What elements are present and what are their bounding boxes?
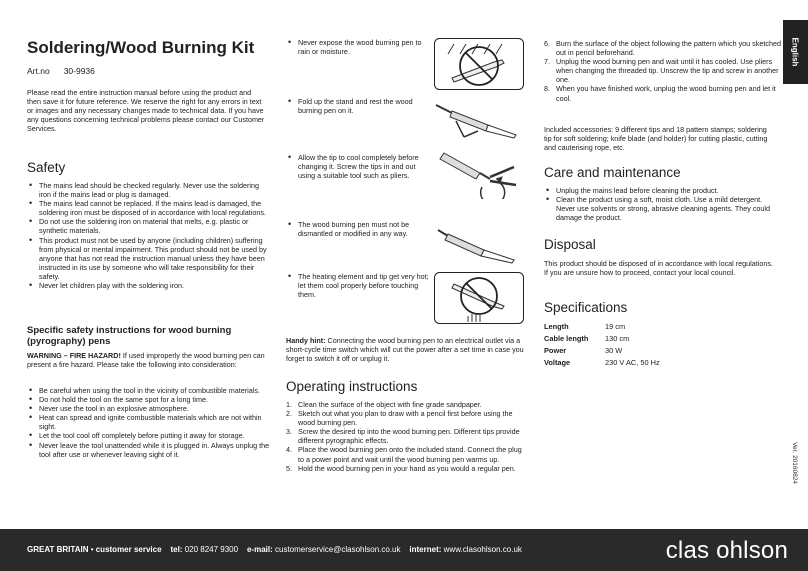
pliers-tip-icon [434, 147, 524, 199]
spec-row: Power 30 W [544, 346, 623, 355]
spec-row: Length 19 cm [544, 322, 626, 331]
list-item: • Be careful when using the tool in the vicinity of combustible materials. [39, 386, 271, 395]
version-label: Ver. 20160824 [791, 442, 798, 484]
list-item: • Heat can spread and ignite combustible materials which are not within sight. [39, 413, 271, 431]
list-item: • Allow the tip to cool completely before changing it. Screw the tips in and out using a suitable tool such as pliers. [298, 153, 433, 180]
disposal-heading: Disposal [544, 237, 596, 252]
list-item: • The wood burning pen must not be dismantled or modified in any way. [298, 220, 433, 238]
specific-safety-list [27, 386, 271, 459]
specific-safety-heading: Specific safety instructions for wood burning (pyrography) pens [27, 325, 232, 347]
no-touch-hot-icon [434, 272, 524, 324]
list-item: • Fold up the stand and rest the wood burning pen on it. [298, 97, 433, 115]
list-item: • This product must not be used by anyone (including children) suffering from physical or mental impairment. This product should not be used by anyone that has not read the instruction manual unless they have been instructed in its use by someone who will take responsibility for their safety. [39, 236, 271, 281]
list-item: • The mains lead cannot be replaced. If the mains lead is damaged, the soldering iron must be disposed of in accordance with local regulations. [39, 199, 271, 217]
website-link[interactable]: www.clasohlson.co.uk [443, 545, 522, 554]
list-item: 3. Screw the desired tip into the wood burning pen. Different tips provide different pyrographic effects. [286, 427, 520, 446]
list-item: • Do not hold the tool on the same spot for a long time. [39, 395, 271, 404]
safety-list [27, 181, 271, 290]
list-item: 2. Sketch out what you plan to draw with a pencil first before using the wood burning pen. [286, 409, 513, 428]
list-item: 1. Clean the surface of the object with fine grade sandpaper. [286, 400, 482, 409]
list-item: • Never expose the wood burning pen to rain or moisture. [298, 38, 433, 56]
operating-steps-continued [544, 39, 782, 103]
list-item: 7. Unplug the wood burning pen and wait until it has cooled. Use pliers when changing the threaded tip. Unscrew the tip and screw in another one. [544, 57, 779, 85]
list-item: • Never let children play with the soldering iron. [39, 281, 271, 290]
list-item: • Never use the tool in an explosive atmosphere. [39, 404, 271, 413]
care-heading: Care and maintenance [544, 165, 681, 180]
specifications-table [544, 322, 744, 370]
language-tab: English [783, 20, 808, 84]
list-item: • The mains lead should be checked regularly. Never use the soldering iron if the mains lead or plug is damaged. [39, 181, 271, 199]
list-item: 6. Burn the surface of the object following the pattern which you sketched out in pencil beforehand. [544, 39, 781, 58]
brand-logo: clas ohlson [665, 537, 788, 564]
list-item: • Do not use the soldering iron on material that melts, e.g. plastic or synthetic materials. [39, 217, 271, 235]
specifications-heading: Specifications [544, 300, 628, 315]
list-item: • Clean the product using a soft, moist cloth. Use a mild detergent. Never use solvents or strong, abrasive cleaning agents. They could damage the product. [556, 195, 778, 222]
footer-bar [0, 529, 808, 571]
article-number: Art.no 30-9936 [27, 66, 95, 76]
safety-heading: Safety [27, 160, 66, 175]
fire-warning: WARNING – FIRE HAZARD! If used improperly the wood burning pen can present a fire hazard. Please take the following into consideration: [27, 351, 265, 370]
care-list [544, 186, 778, 222]
spec-row: Voltage 230 V AC, 50 Hz [544, 358, 660, 367]
handy-hint: Handy hint: Connecting the wood burning pen to an electrical outlet via a short-cycle time switch which will cut the power after a set time in case you forget to switch it off or unplug it. [286, 336, 524, 364]
list-item: 5. Hold the wood burning pen in your hand as you would a regular pen. [286, 463, 516, 473]
pen-icon [434, 216, 524, 268]
list-item: • Never leave the tool unattended while it is plugged in. Always unplug the tool after use or whenever leaving sight of it. [39, 441, 271, 459]
pen-on-stand-icon [434, 93, 524, 145]
footer-contact: GREAT BRITAIN • customer service tel: 020 8247 9300 e-mail: customerservice@clasohlson.co.uk internet: www.clasohlson.co.uk [27, 545, 522, 554]
list-item: • Unplug the mains lead before cleaning the product. [556, 186, 778, 195]
list-item: • Let the tool cool off completely before putting it away for storage. [39, 431, 271, 440]
list-item: 4. Place the wood burning pen onto the included stand. Connect the plug to a power point and wait until the wood burning pen warms up. [286, 445, 522, 464]
operating-heading: Operating instructions [286, 379, 418, 394]
list-item: • The heating element and tip get very hot; let them cool properly before touching them. [298, 272, 433, 299]
spec-row: Cable length 130 cm [544, 334, 630, 343]
hint-row [286, 220, 524, 238]
no-rain-icon [434, 38, 524, 90]
hint-row [286, 272, 524, 299]
operating-steps [286, 400, 528, 473]
hint-row [286, 38, 524, 56]
page-title: Soldering/Wood Burning Kit [27, 38, 255, 57]
hint-row [286, 153, 524, 180]
phone-number: 020 8247 9300 [184, 545, 239, 554]
list-item: 8. When you have finished work, unplug the wood burning pen and let it cool. [544, 84, 776, 103]
email-link[interactable]: customerservice@clasohlson.co.uk [275, 545, 401, 554]
intro-text: Please read the entire instruction manual before using the product and then save it for future reference. We reserve the right for any errors in text or images and any necessary changes made to technical data. If you have any questions concerning technical problems please contact our Customer Services. [27, 88, 265, 134]
hint-row [286, 97, 524, 115]
disposal-text: This product should be disposed of in accordance with local regulations. If you are unsure how to proceed, contact your local council. [544, 259, 773, 278]
accessories-text: Included accessories: 9 different tips and 18 pattern stamps; soldering tip for soft soldering; knife blade (and holder) for cutting plastic, cutting and cauterising rope, etc. [544, 125, 768, 153]
